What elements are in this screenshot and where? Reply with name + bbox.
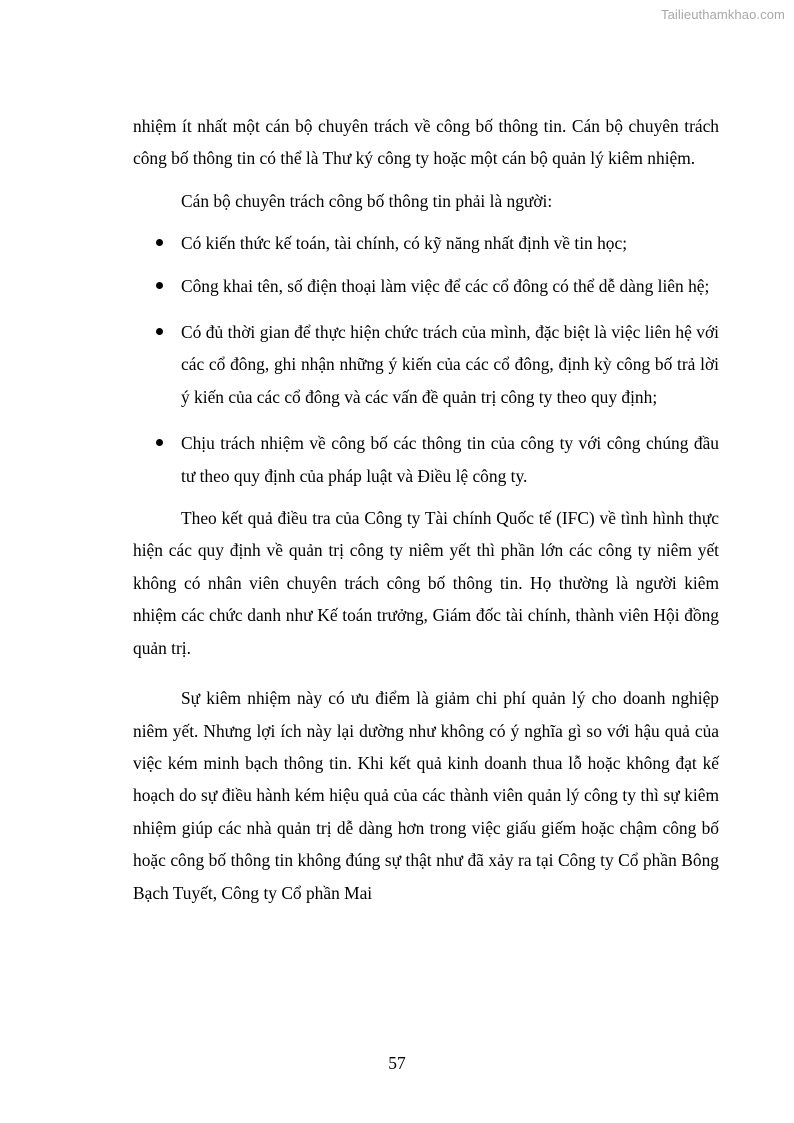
list-item	[133, 316, 719, 413]
paragraph-3: Theo kết quả điều tra của Công ty Tài chính Quốc tế (IFC) về tình hình thực hiện các quy định về quản trị công ty niêm yết thì phần lớn các công ty niêm yết không có nhân viên chuyên trách công bố thông tin. Họ thường là người kiêm nhiệm các chức danh như Kế toán trưởng, Giám đốc tài chính, thành viên Hội đồng quản trị.	[133, 508, 719, 658]
paragraph-4: Sự kiêm nhiệm này có ưu điểm là giảm chi phí quản lý cho doanh nghiệp niêm yết. Nhưng lợi ích này lại dường như không có ý nghĩa gì so với hậu quả của việc kém minh bạch thông tin. Khi kết quả kinh doanh thua lỗ hoặc không đạt kế hoạch do sự điều hành kém hiệu quả của các thành viên quản lý công ty thì sự kiêm nhiệm giúp các nhà quản trị dễ dàng hơn trong việc giấu giếm hoặc chậm công bố hoặc công bố thông tin không đúng sự thật như đã xảy ra tại Công ty Cổ phần Bông Bạch Tuyết, Công ty Cổ phần Mai	[133, 688, 719, 903]
list-item-text: Chịu trách nhiệm về công bố các thông tin của công ty với công chúng đầu tư theo quy định của pháp luật và Điều lệ công ty.	[181, 433, 719, 486]
bullet-icon	[156, 282, 163, 289]
list-item-text: Công khai tên, số điện thoại làm việc để các cổ đông có thể dễ dàng liên hệ;	[181, 275, 710, 296]
list-item-text: Có đủ thời gian để thực hiện chức trách của mình, đặc biệt là việc liên hệ với các cổ đông, ghi nhận những ý kiến của các cổ đông, định kỳ công bố trả lời ý kiến của các cổ đông và các vấn đề quản trị công ty theo quy định;	[181, 322, 719, 407]
list-item	[133, 227, 719, 259]
list-item	[133, 270, 719, 302]
list-item-text: Có kiến thức kế toán, tài chính, có kỹ năng nhất định về tin học;	[181, 233, 628, 254]
page-number: 57	[388, 1053, 406, 1073]
bullet-icon	[156, 328, 163, 335]
bullet-icon	[156, 239, 163, 246]
list-item	[133, 427, 719, 492]
bullet-icon	[156, 439, 163, 446]
paragraph-2: Cán bộ chuyên trách công bố thông tin phải là người:	[181, 190, 553, 211]
watermark-text: Tailieuthamkhao.com	[660, 7, 785, 22]
page-body	[133, 110, 719, 909]
bullet-list	[133, 227, 719, 492]
paragraph-1: nhiệm ít nhất một cán bộ chuyên trách về công bố thông tin. Cán bộ chuyên trách công bố thông tin có thể là Thư ký công ty hoặc một cán bộ quản lý kiêm nhiệm.	[133, 116, 719, 169]
